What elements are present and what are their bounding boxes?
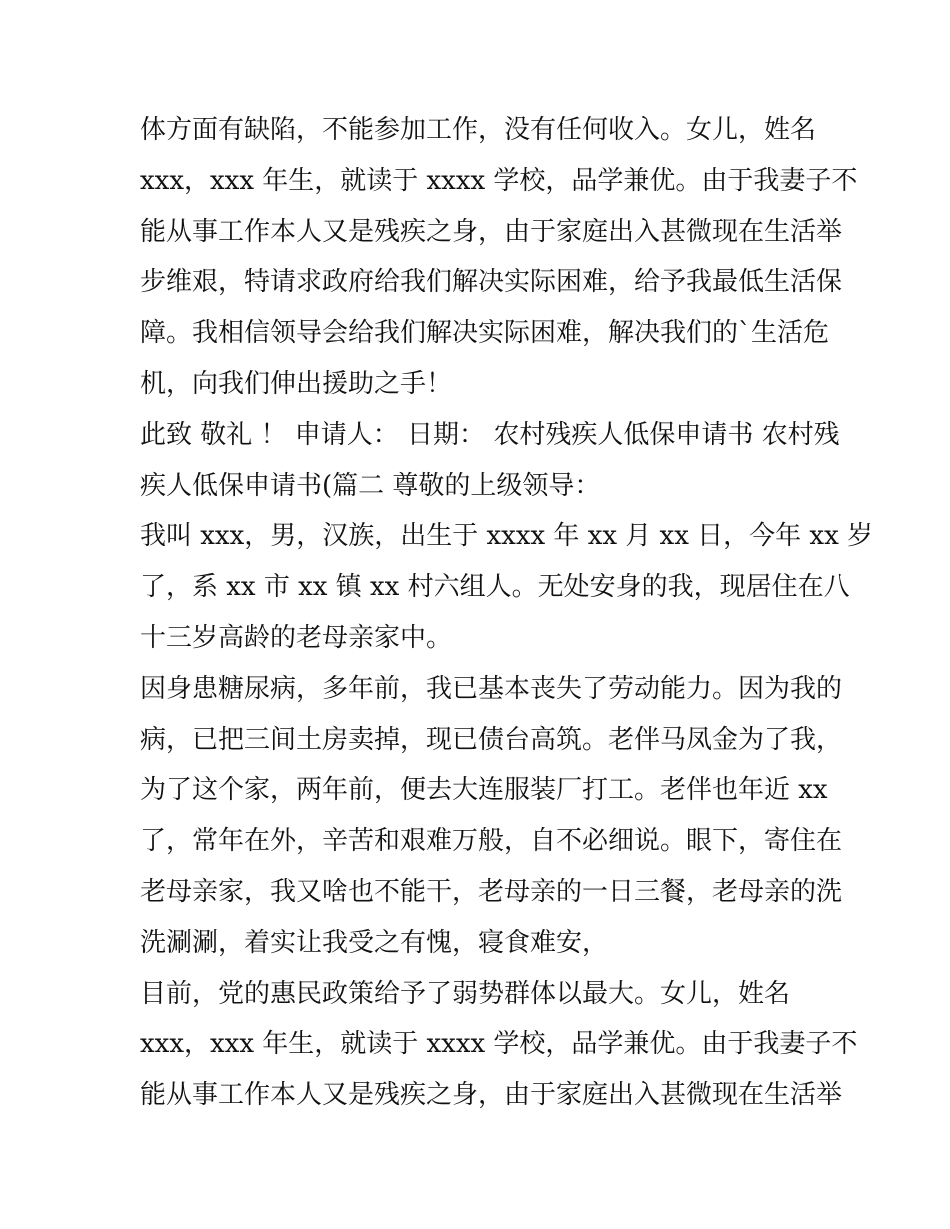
text-line: 了，常年在外，辛苦和艰难万般，自不必细说。眼下，寄住在	[140, 826, 843, 857]
text-line: 病，已把三间土房卖掉，现已债台高筑。老伴马凤金为了我，	[140, 724, 843, 755]
text-line: 能从事工作本人又是残疾之身，由于家庭出入甚微现在生活举	[140, 216, 843, 247]
text-line: 疾人低保申请书(篇二 尊敬的上级领导：	[140, 470, 601, 501]
text-line: xxx，xxx 年生，就读于 xxxx 学校，品学兼优。由于我妻子不	[140, 165, 858, 196]
text-line: 为了这个家，两年前，便去大连服装厂打工。老伴也年近 xx	[140, 775, 828, 806]
text-line: 老母亲家，我又啥也不能干，老母亲的一日三餐，老母亲的洗	[140, 876, 843, 907]
text-line: 此致 敬礼 ！ 申请人： 日期： 农村残疾人低保申请书 农村残	[140, 419, 840, 450]
text-line: 机，向我们伸出援助之手！	[140, 368, 453, 399]
text-line: 目前，党的惠民政策给予了弱势群体以最大。女儿，姓名	[140, 978, 791, 1009]
document-body	[140, 105, 874, 1121]
text-line: xxx，xxx 年生，就读于 xxxx 学校，品学兼优。由于我妻子不	[140, 1029, 858, 1060]
text-line: 体方面有缺陷，不能参加工作，没有任何收入。女儿，姓名	[140, 115, 817, 145]
text-line: 了，系 xx 市 xx 镇 xx 村六组人。无处安身的我，现居住在八	[140, 572, 850, 603]
text-line: 能从事工作本人又是残疾之身，由于家庭出入甚微现在生活举	[140, 1080, 843, 1111]
text-line: 洗涮涮，着实让我受之有愧，寝食难安，	[140, 927, 609, 958]
text-line: 我叫 xxx，男，汉族，出生于 xxxx 年 xx 月 xx 日，今年 xx 岁	[140, 521, 874, 552]
text-line: 十三岁高龄的老母亲家中。	[140, 622, 453, 653]
text-line: 因身患糖尿病，多年前，我已基本丧失了劳动能力。因为我的	[140, 673, 843, 704]
text-line: 步维艰，特请求政府给我们解决实际困难，给予我最低生活保	[140, 267, 843, 298]
text-line: 障。我相信领导会给我们解决实际困难，解决我们的`生活危	[140, 318, 830, 349]
